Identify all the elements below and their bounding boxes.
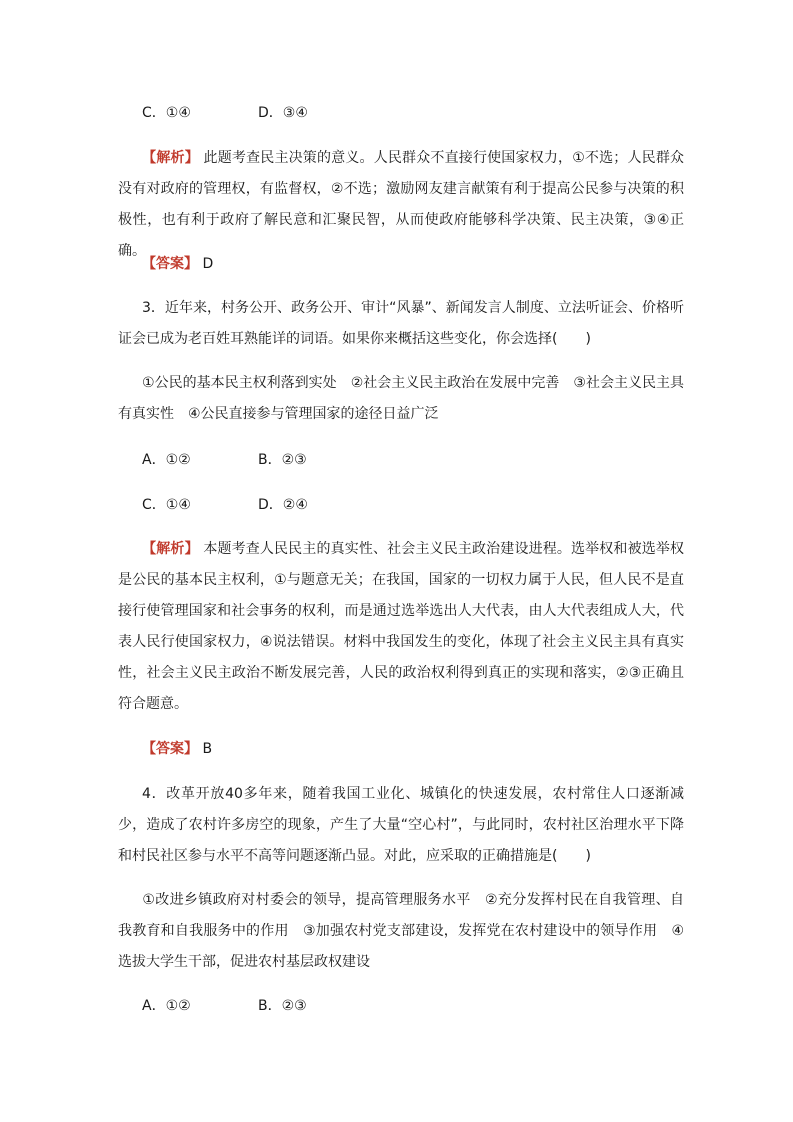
answer-tag: 【答案】 <box>142 256 198 272</box>
question-3-options-cd <box>142 495 308 515</box>
analysis-text: 此题考查民主决策的意义。人民群众不直接行使国家权力，①不选；人民群众没有对政府的管理权，有监督权，②不选；激励网友建言献策有利于提高公民参与决策的积极性，也有利于政府了解民意和汇聚民智，从而使政府能够科学决策、民主决策，③④正确。 <box>118 150 685 259</box>
option-b: B．②③ <box>258 452 307 468</box>
question-4-options-ab <box>142 996 307 1016</box>
answer-value: D <box>202 256 214 272</box>
question-3-statements <box>118 368 684 430</box>
answer-tag: 【答案】 <box>142 741 198 757</box>
analysis-tag: 【解析】 <box>142 541 199 557</box>
options-row-top <box>142 103 308 123</box>
analysis-tag: 【解析】 <box>142 150 199 166</box>
question-3-stem <box>118 293 684 355</box>
analysis-text: 本题考查人民民主的真实性、社会主义民主政治建设进程。选举权和被选举权是公民的基本民主权利，①与题意无关；在我国，国家的一切权力属于人民，但人民不是直接行使管理国家和社会事务的权利，而是通过选举选出人大代表，由人大代表组成人大，代表人民行使国家权力，④说法错误。材料中我国发生的变化，体现了社会主义民主具有真实性，社会主义民主政治不断发展完善，人民的政治权利得到真正的实现和落实，②③正确且符合题意。 <box>118 541 685 712</box>
question-4-text: 4．改革开放40多年来，随着我国工业化、城镇化的快速发展，农村常住人口逐渐减少，造成了农村许多房空的现象，产生了大量“空心村”，与此同时，农村社区治理水平下降和村民社区参与水平不高等问题逐渐凸显。对此，应采取的正确措施是( ) <box>118 786 684 864</box>
question-3-text: 3．近年来，村务公开、政务公开、审计“风暴”、新闻发言人制度、立法听证会、价格听证会已成为老百姓耳熟能详的词语。如果你来概括这些变化，你会选择( ) <box>118 300 684 347</box>
question-4-stem <box>118 779 684 872</box>
option-b: B．②③ <box>258 998 307 1014</box>
option-c: C．①④ <box>142 105 191 121</box>
option-a: A．①② <box>142 452 191 468</box>
answer-paragraph-2 <box>118 734 684 765</box>
question-3-options-ab <box>142 450 307 470</box>
option-d: D．②④ <box>258 497 308 513</box>
answer-value: B <box>202 741 213 757</box>
option-c: C．①④ <box>142 497 191 513</box>
question-4-statements-text: ①改进乡镇政府对村委会的领导，提高管理服务水平 ②充分发挥村民在自我管理、自我教育和自我服务中的作用 ③加强农村党支部建设，发挥党在农村建设中的领导作用 ④选拔大学生干部，促进农村基层政权建设 <box>118 892 684 970</box>
question-4-statements <box>118 885 684 978</box>
answer-paragraph-1 <box>118 249 684 280</box>
analysis-paragraph-2 <box>118 534 684 720</box>
option-d: D．③④ <box>258 105 308 121</box>
question-3-statements-text: ①公民的基本民主权利落到实处 ②社会主义民主政治在发展中完善 ③社会主义民主具有真实性 ④公民直接参与管理国家的途径日益广泛 <box>118 375 684 422</box>
option-a: A．①② <box>142 998 191 1014</box>
